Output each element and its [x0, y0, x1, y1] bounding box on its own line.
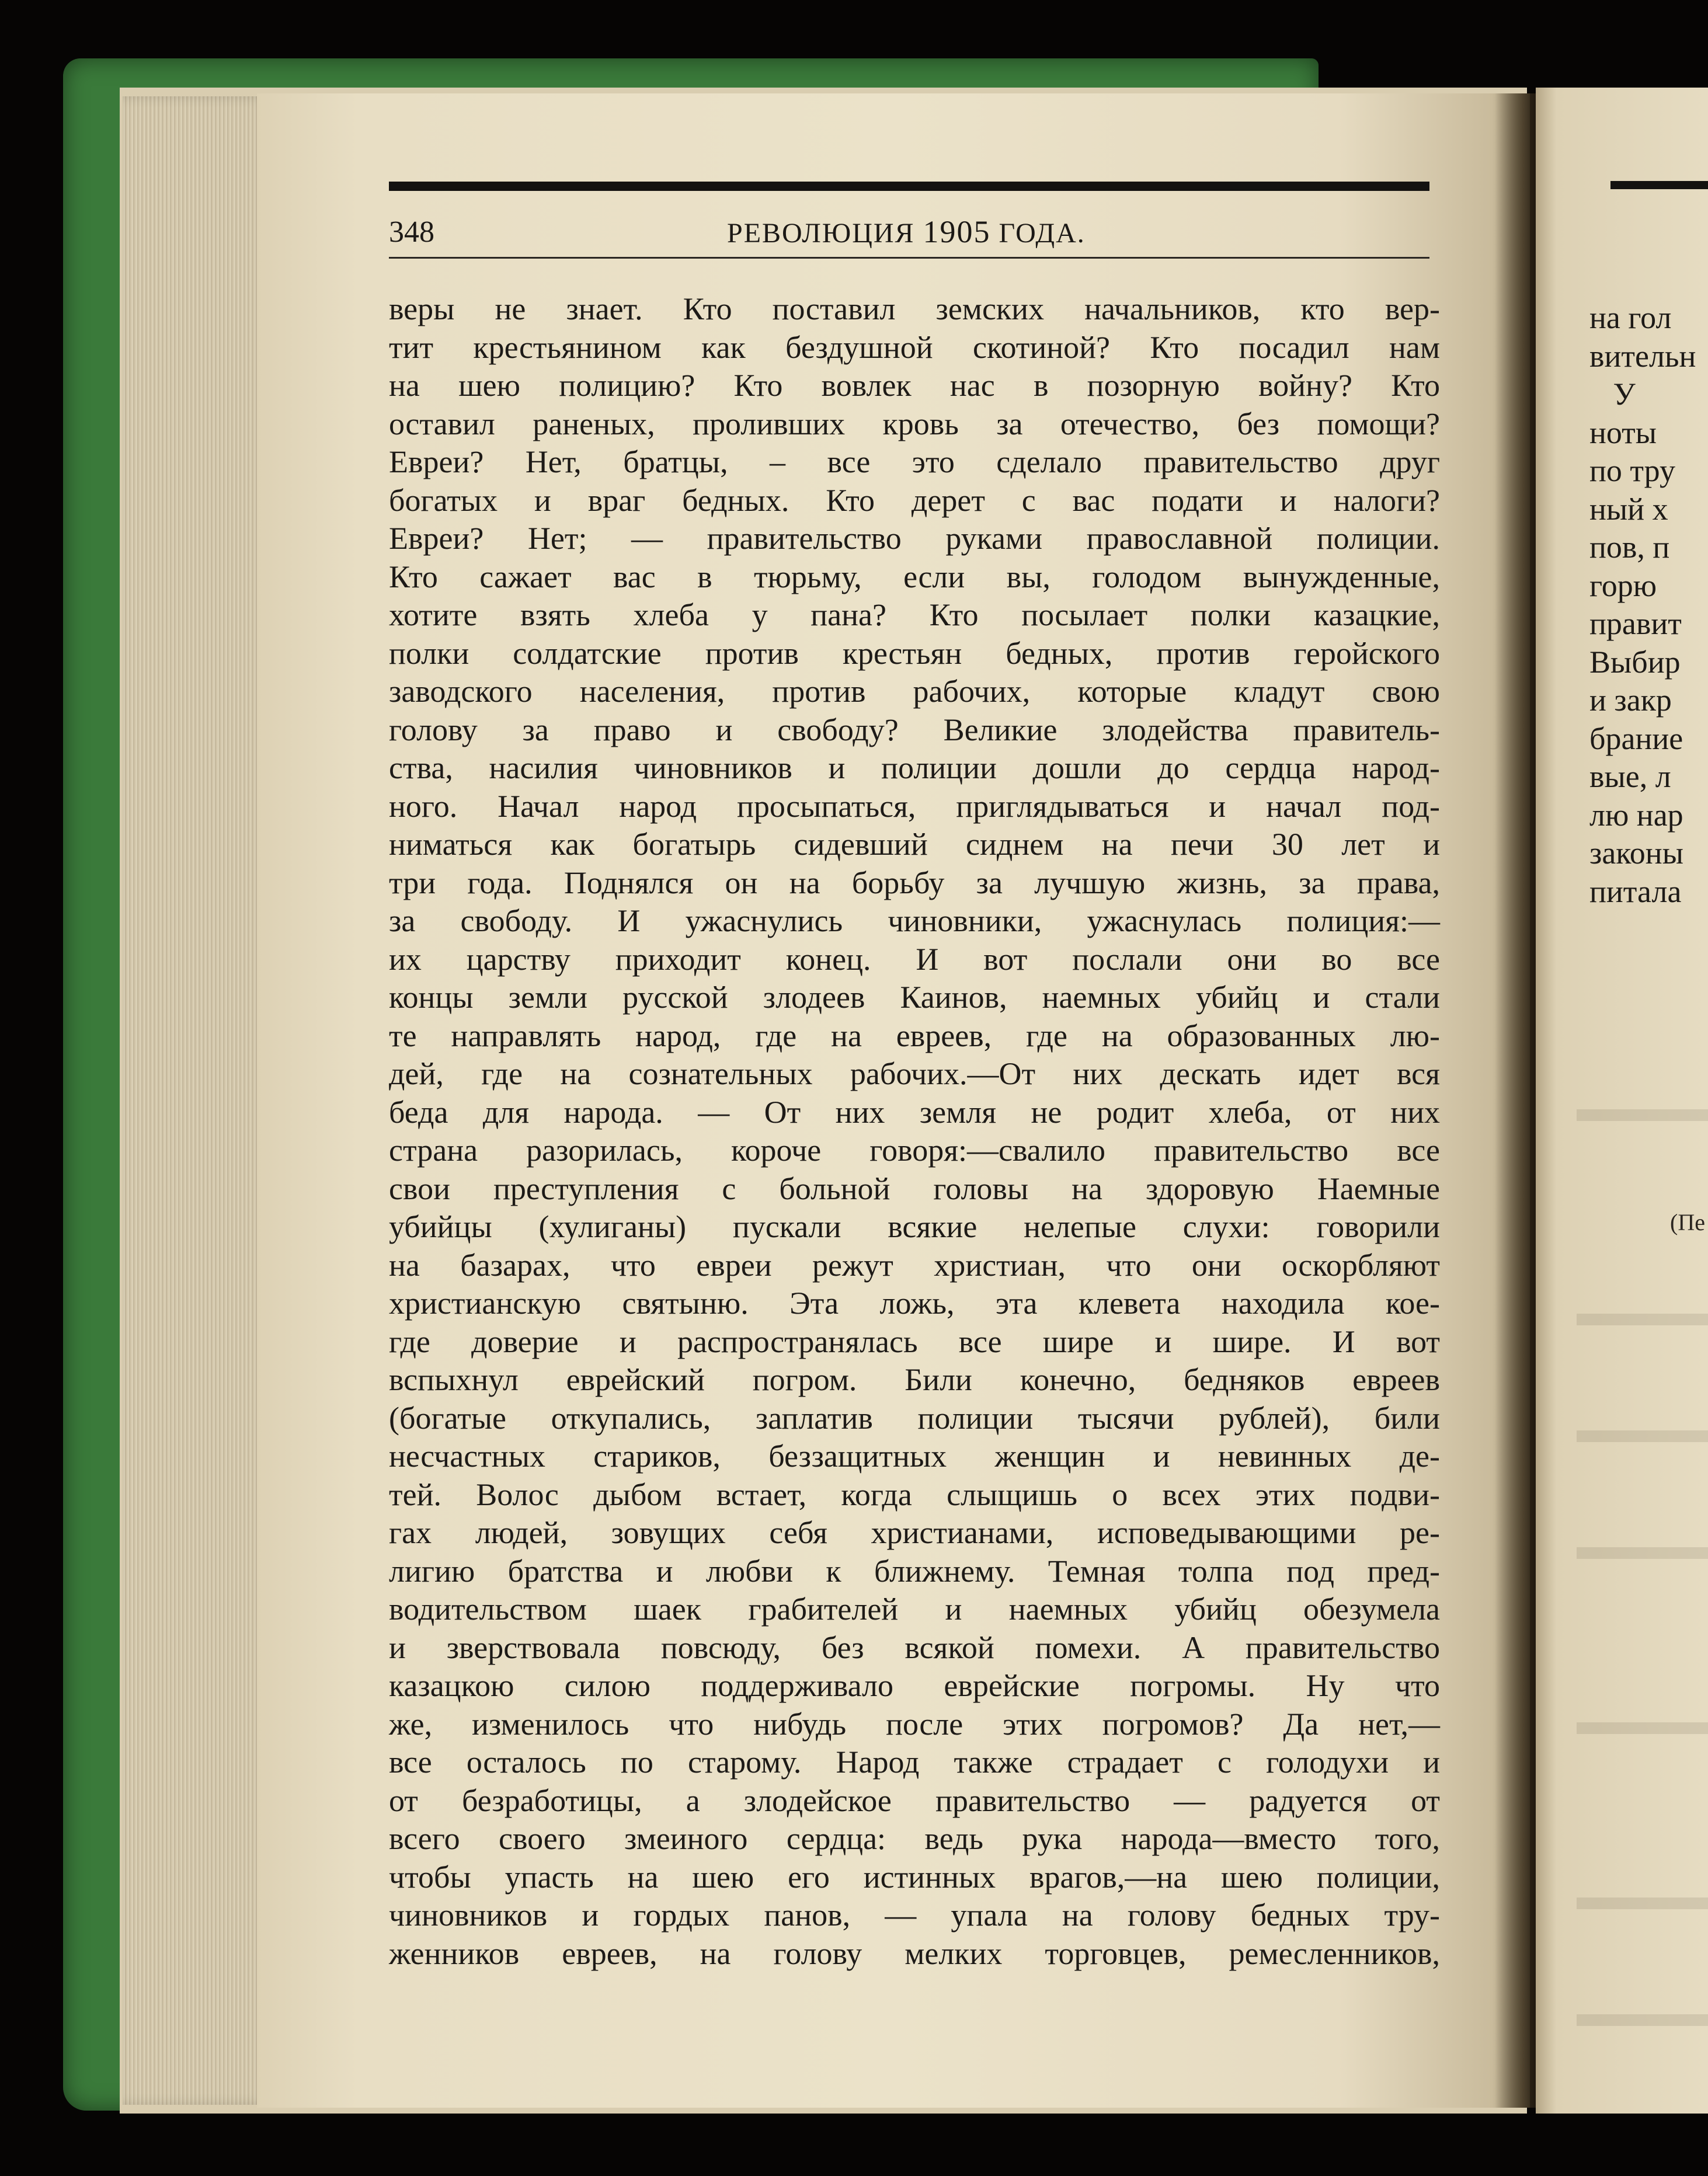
text-line: всего своего змеиного сердца: ведь рука народа—вместо того, — [389, 1821, 1440, 1856]
running-head-prefix: РЕВОЛЮЦИЯ — [727, 218, 923, 249]
header-thin-rule — [389, 257, 1429, 259]
running-head — [727, 216, 1086, 248]
right-page-line: вые, л — [1589, 759, 1671, 794]
text-line: полки солдатские против крестьян бедных, против геройского — [389, 635, 1440, 671]
text-line: три года. Поднялся он на борьбу за лучшую жизнь, за права, — [389, 865, 1440, 900]
book-gutter — [1495, 93, 1542, 2108]
text-line: те направлять народ, где на евреев, где на образованных лю- — [389, 1018, 1440, 1053]
text-line: за свободу. И ужаснулись чиновники, ужаснулась полиция:— — [389, 903, 1440, 938]
right-page-line: лю нар — [1589, 797, 1683, 833]
text-line: от безработицы, а злодейское правительство — радуется от — [389, 1782, 1440, 1818]
right-page-note: (Пе — [1670, 1209, 1705, 1235]
text-line: чиновников и гордых панов, — упала на голову бедных тру- — [389, 1898, 1440, 1933]
right-page-line: и закр — [1589, 683, 1672, 718]
text-line: их царству приходит конец. И вот послали они во все — [389, 941, 1440, 977]
text-line: тит крестьянином как бездушной скотиной? Кто посадил нам — [389, 329, 1440, 365]
text-line: ства, насилия чиновников и полиции дошли до сердца народ- — [389, 750, 1440, 785]
running-head-suffix: ГОДА. — [990, 218, 1086, 249]
right-page-line: по тру — [1589, 453, 1675, 488]
body-text — [389, 290, 1440, 1973]
text-line: (богатые откупались, заплатив полиции тысячи рублей), били — [389, 1400, 1440, 1436]
bleed-through-text — [1577, 1547, 1708, 1559]
text-line: несчастных стариков, беззащитных женщин и невинных де- — [389, 1439, 1440, 1474]
right-page — [1536, 88, 1708, 2114]
text-line: свои преступления с больной головы на здоровую Наемные — [389, 1171, 1440, 1206]
text-line: богатых и враг бедных. Кто дерет с вас подати и налоги? — [389, 482, 1440, 518]
text-line: убийцы (хулиганы) пускали всякие нелепые слухи: говорили — [389, 1209, 1440, 1244]
text-line: голову за право и свободу? Великие злодейства правитель- — [389, 712, 1440, 747]
text-line: христианскую святыню. Эта ложь, эта клевета находила кое- — [389, 1286, 1440, 1321]
running-head-year: 1905 — [923, 214, 991, 249]
right-page-line: питала — [1589, 873, 1682, 909]
bleed-through-text — [1577, 1722, 1708, 1734]
right-page-line: горю — [1589, 567, 1657, 603]
right-page-line: ноты — [1589, 415, 1657, 450]
right-page-line: пов, п — [1589, 530, 1670, 565]
text-line: ного. Начал народ просыпаться, приглядываться и начал под- — [389, 788, 1440, 824]
right-page-line: вительн — [1589, 338, 1696, 374]
text-line: женников евреев, на голову мелких торговцев, ремесленников, — [389, 1935, 1440, 1971]
bleed-through-text — [1577, 1314, 1708, 1325]
bleed-through-text — [1577, 1430, 1708, 1442]
right-page-header-rule — [1610, 181, 1708, 189]
right-page-line: У — [1589, 377, 1636, 412]
text-line: гах людей, зовущих себя христианами, исповедывающими ре- — [389, 1515, 1440, 1550]
text-line: чтобы упасть на шею его истинных врагов,—на шею полиции, — [389, 1859, 1440, 1895]
right-page-text — [1589, 299, 1696, 911]
text-line: оставил раненых, проливших кровь за отечество, без помощи? — [389, 406, 1440, 441]
right-page-line: Выбир — [1589, 644, 1681, 680]
right-page-line: правит — [1589, 606, 1682, 641]
right-page-line: законы — [1589, 835, 1683, 871]
text-line: страна разорилась, короче говоря:—свалило правительство все — [389, 1133, 1440, 1168]
text-line: Кто сажает вас в тюрьму, если вы, голодом вынужденные, — [389, 559, 1440, 594]
right-page-line: на гол — [1589, 300, 1672, 335]
text-line: на базарах, что евреи режут христиан, что они оскорбляют — [389, 1247, 1440, 1283]
text-line: веры не знает. Кто поставил земских начальников, кто вер- — [389, 291, 1440, 326]
page-edges — [123, 96, 269, 2105]
text-line: заводского населения, против рабочих, которые кладут свою — [389, 674, 1440, 709]
bleed-through-text — [1577, 1898, 1708, 1909]
text-line: же, изменилось что нибудь после этих погромов? Да нет,— — [389, 1706, 1440, 1742]
text-line: концы земли русской злодеев Каинов, наемных убийц и стали — [389, 980, 1440, 1015]
text-line: беда для народа. — От них земля не родит хлеба, от них — [389, 1094, 1440, 1130]
page-number: 348 — [389, 215, 434, 249]
text-line: водительством шаек грабителей и наемных убийц обезумела — [389, 1592, 1440, 1627]
text-line: хотите взять хлеба у пана? Кто посылает полки казацкие, — [389, 597, 1440, 632]
right-page-line: брание — [1589, 720, 1683, 756]
text-line: и зверствовала повсюду, без всякой помехи. А правительство — [389, 1630, 1440, 1665]
text-line: Евреи? Нет, братцы, – все это сделало правительство друг — [389, 444, 1440, 479]
text-line: где доверие и распространялась все шире и шире. И вот — [389, 1324, 1440, 1359]
text-line: вспыхнул еврейский погром. Били конечно, бедняков евреев — [389, 1362, 1440, 1397]
text-line: казацкою силою поддерживало еврейские погромы. Ну что — [389, 1668, 1440, 1703]
text-line: тей. Волос дыбом встает, когда слыщишь о всех этих подви- — [389, 1477, 1440, 1512]
right-page-line: ный х — [1589, 491, 1668, 527]
text-line: на шею полицию? Кто вовлек нас в позорную войну? Кто — [389, 368, 1440, 403]
bleed-through-text — [1577, 1109, 1708, 1121]
text-line: ниматься как богатырь сидевший сиднем на печи 30 лет и — [389, 827, 1440, 862]
text-line: все осталось по старому. Народ также страдает с голодухи и — [389, 1745, 1440, 1780]
text-line: лигию братства и любви к ближнему. Темная толпа под пред- — [389, 1553, 1440, 1589]
text-line: дей, где на сознательных рабочих.—От них дескать идет вся — [389, 1056, 1440, 1091]
bleed-through-text — [1577, 2014, 1708, 2026]
header-thick-rule — [389, 182, 1429, 191]
text-line: Евреи? Нет; — правительство руками православной полиции. — [389, 521, 1440, 556]
